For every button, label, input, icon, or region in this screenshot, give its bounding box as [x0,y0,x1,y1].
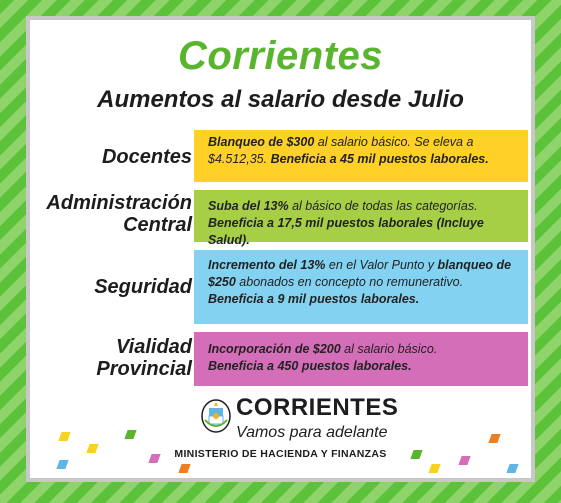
row-vialidad-provincial [38,330,530,386]
ministry-name: MINISTERIO DE HACIENDA Y FINANZAS [174,448,387,460]
info-bold: Suba del 13% [208,199,289,213]
info-text: $4.512,35. [208,152,271,166]
row-info-box [194,190,528,247]
row-administracion-central [38,188,530,247]
brand-name: CORRIENTES [236,394,399,421]
row-label-line: Central [123,214,192,236]
row-label-line: Administración [46,192,192,214]
info-bold: Blanqueo de $300 [208,135,315,149]
info-bold: Incremento del 13% [208,258,326,272]
row-seguridad [38,250,530,326]
info-bold: Beneficia a 17,5 mil puestos laborales (Incluye Salud). [208,216,484,247]
row-info-box [194,130,528,182]
row-docentes [38,128,530,184]
info-bold: Beneficia a 450 puestos laborales. [208,359,412,373]
info-text: al salario básico. [340,342,438,356]
info-text: abonados en concepto no remunerativo. [235,275,464,289]
row-info-box [194,250,528,324]
row-label [102,146,192,168]
row-label-line: Docentes [101,146,192,168]
row-label-line: Seguridad [94,276,192,298]
footer-logo [30,392,531,472]
info-bold: blanqueo de $250 [208,258,512,289]
row-info-box [194,332,528,386]
info-bold: Beneficia a 45 mil puestos laborales. [270,152,489,166]
info-bold: Beneficia a 9 mil puestos laborales. [208,292,420,306]
info-text: al básico de todas las categorías. [288,199,478,213]
row-label [46,192,192,236]
page-title: Corrientes [177,34,384,78]
row-label-line: Provincial [96,358,192,380]
info-text: en el Valor Punto y [325,258,438,272]
row-label [96,336,192,380]
provincial-seal-icon [200,396,232,434]
info-bold: Incorporación de $200 [208,342,341,356]
content-panel [26,16,535,482]
row-label [94,276,192,298]
row-label-line: Vialidad [116,336,192,358]
page-subtitle: Aumentos al salario desde Julio [97,86,464,113]
info-text: al salario básico. Se eleva a [314,135,474,149]
brand-slogan: Vamos para adelante [236,424,388,441]
